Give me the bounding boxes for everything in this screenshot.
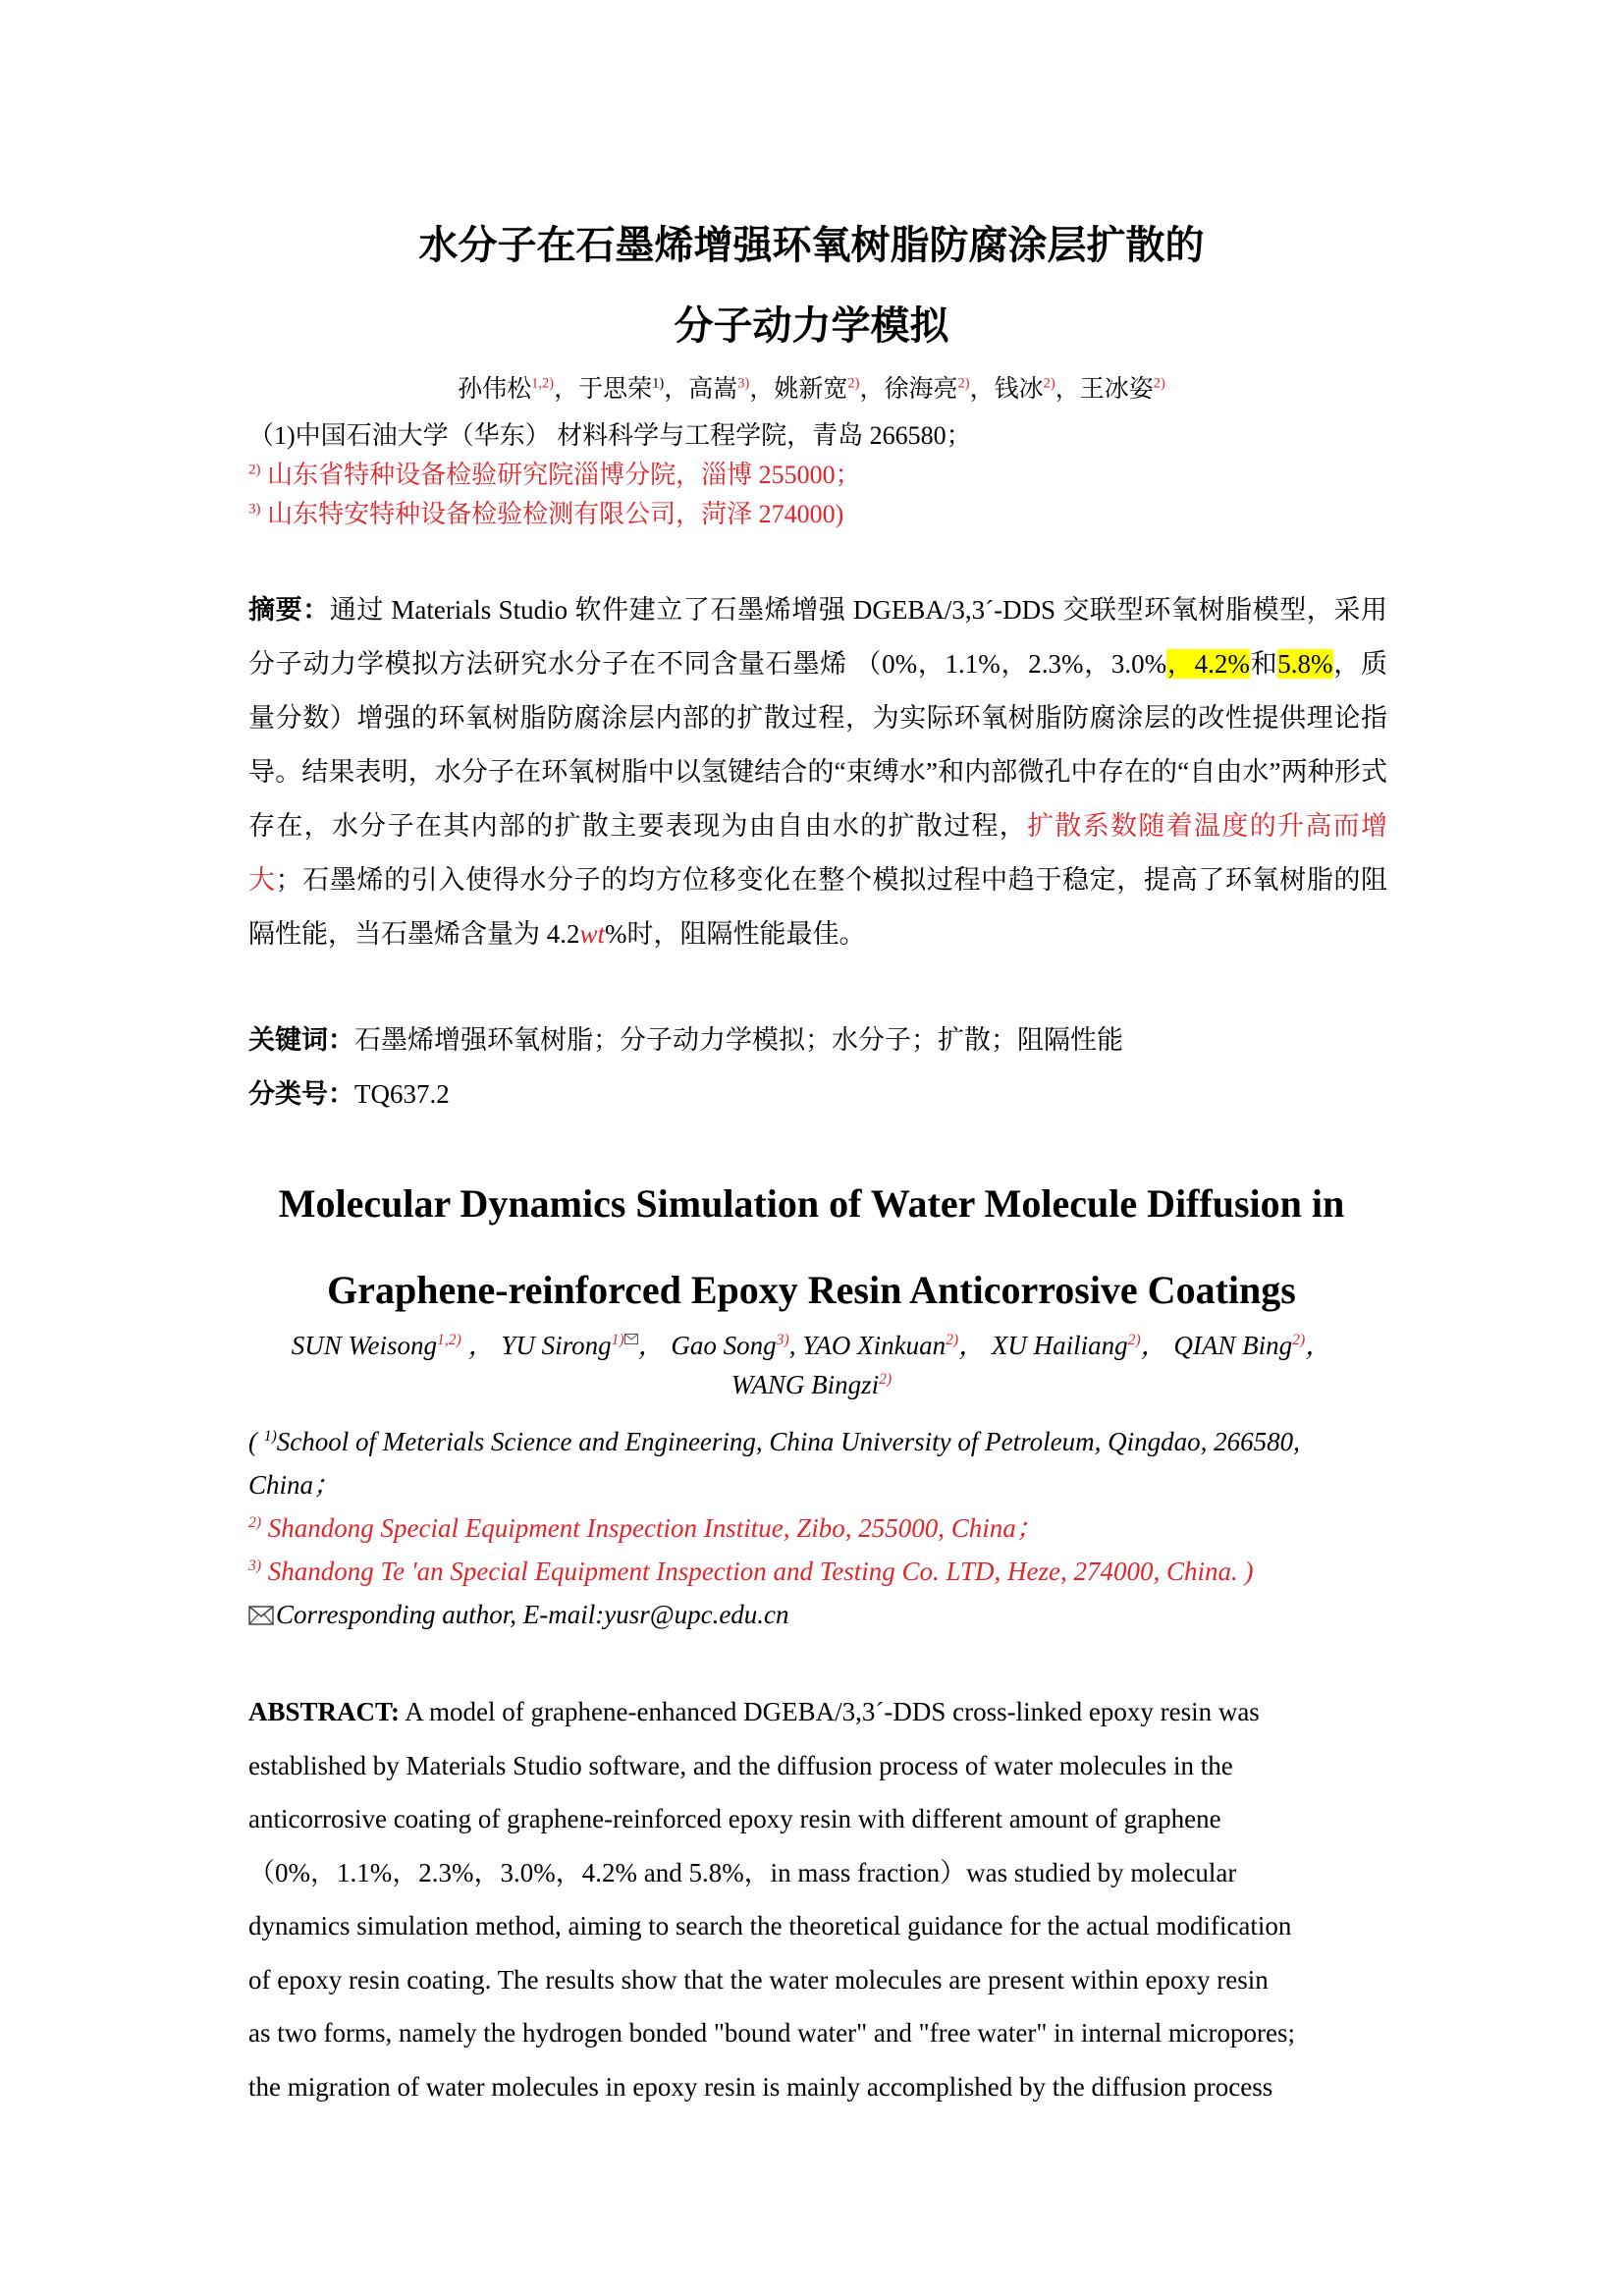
corresponding-author-text: Corresponding author, E-mail:yusr@upc.edu.cn [276,1600,789,1629]
en-author-affil: 2) [879,1371,893,1388]
cn-author-affil: 1,2) [531,375,555,392]
cn-author-affil: 2) [957,375,970,392]
en-affiliation-3 [248,1550,1387,1593]
en-author-name: QIAN Bing [1173,1331,1293,1360]
en-author-list [0,1326,1623,1404]
en-affiliation-1 [248,1420,1387,1463]
en-author-sep: ， [460,1331,502,1360]
en-author-affil: 1,2) [437,1332,461,1348]
en-author-sep: , [788,1331,803,1360]
en-author-name: XU Hailiang [991,1331,1128,1360]
cn-abstract-label: 摘要： [248,595,330,626]
keywords [248,1013,1387,1067]
cn-abstract-text-1: 通过 Materials Studio 软件建立了石墨烯增强 DGEBA/3,3´-DDS 交联型环氧树脂模型，采用分子动力学模拟方法研究水分子在不同含量石墨烯 （0%，1.1%，2.3%，3.0% [248,595,1387,679]
cn-author-name: 高嵩 [688,376,738,403]
cn-author-name: 孙伟松 [458,376,532,403]
en-abstract-line: established by Materials Studio software, and the diffusion process of water molecules in the [248,1750,1233,1780]
cn-affiliation-3-mark: 3) [248,501,261,518]
en-author-affil: 1) [611,1332,624,1348]
cn-abstract-text-5: %时，阻隔性能最佳。 [605,919,866,949]
en-author-sep: ， [958,1331,992,1360]
en-title-line1: Molecular Dynamics Simulation of Water Molecule Diffusion in [278,1181,1345,1226]
en-affiliations [248,1420,1387,1636]
cn-abstract-highlight-2: 5.8% [1277,649,1333,679]
en-affiliation-1-text: School of Meterials Science and Engineering, China University of Petroleum, Qingdao, 266580, [276,1427,1300,1456]
envelope-icon [624,1334,638,1344]
en-abstract-line [248,1685,1387,1739]
en-affiliation-3-mark: 3) [248,1558,262,1574]
cn-affiliation-3-text: 山东特安特种设备检验检测有限公司，菏泽 274000) [260,500,844,528]
en-abstract-line: of epoxy resin coating. The results show that the water molecules are present within epoxy resin [248,1964,1269,1995]
en-affiliation-3-text: Shandong Te 'an Special Equipment Inspection and Testing Co. LTD, Heze, 274000, China. ) [261,1557,1254,1586]
keywords-label: 关键词： [248,1025,354,1056]
cn-author-list [0,369,1623,405]
cn-affiliations [248,416,1387,534]
keywords-text: 石墨烯增强环氧树脂；分子动力学模拟；水分子；扩散；阻隔性能 [354,1025,1123,1055]
envelope-icon [248,1606,274,1625]
cn-affiliation-2 [248,456,1387,495]
cn-author-name: 徐海亮 [884,376,958,403]
en-author-sep: ， [1305,1331,1332,1360]
classification-text: TQ637.2 [354,1079,450,1109]
en-author-sep: ， [1140,1331,1174,1360]
cn-abstract-red-text: 扩散系数随着温度的升高而增大 [248,811,1388,895]
cn-abstract-text-2: 和 [1249,649,1278,679]
en-affiliation-1-mark: 1) [263,1428,277,1445]
en-author-affil: 3) [776,1332,789,1348]
cn-author-affil: 1) [652,375,665,392]
en-abstract-line-1-text: A model of graphene-enhanced DGEBA/3,3´-DDS cross-linked epoxy resin was [400,1697,1260,1726]
en-affiliation-1-cont: China； [248,1470,341,1500]
cn-author-name: 钱冰 [994,376,1044,403]
cn-author-name: 王冰姿 [1079,376,1154,403]
classification-label: 分类号： [248,1079,354,1110]
cn-author-sep: ， [969,376,995,403]
en-abstract-label: ABSTRACT: [248,1697,401,1726]
cn-affiliation-2-mark: 2) [248,462,261,478]
cn-author-sep: ， [749,376,775,403]
en-affiliation-2 [248,1506,1387,1550]
cn-author-name: 于思荣 [578,376,653,403]
cn-author-affil: 2) [847,375,860,392]
classification [248,1067,1387,1121]
en-author-name: YU Sirong [501,1331,612,1360]
en-author-affil: 2) [946,1332,959,1348]
en-abstract-line: dynamics simulation method, aiming to search the theoretical guidance for the actual modification [248,1911,1292,1941]
en-author-affil: 2) [1292,1332,1306,1348]
en-author-name: WANG Bingzi [730,1370,880,1399]
en-author-name: Gao Song [671,1331,777,1360]
cn-abstract-text-4: ；石墨烯的引入使得水分子的均方位移变化在整个模拟过程中趋于稳定，提高了环氧树脂的阻隔性能，当石墨烯含量为 4.2 [248,865,1388,949]
en-abstract-line: anticorrosive coating of graphene-reinforced epoxy resin with different amount of graphene [248,1804,1221,1833]
cn-title-line2: 分子动力学模拟 [674,303,949,349]
cn-abstract [248,583,1387,961]
en-affiliation-2-text: Shandong Special Equipment Inspection Institue, Zibo, 255000, China； [261,1513,1043,1543]
en-affiliation-open-paren: ( [248,1427,264,1456]
cn-author-affil: 2) [1043,375,1055,392]
cn-affiliation-1: （1)中国石油大学（华东） 材料科学与工程学院，青岛 266580； [248,421,972,450]
en-affiliation-2-mark: 2) [248,1514,262,1531]
en-title-line2: Graphene-reinforced Epoxy Resin Anticorrosive Coatings [327,1268,1296,1312]
en-abstract-line: （0%，1.1%，2.3%，3.0%，4.2% and 5.8%，in mass fraction）was studied by molecular [248,1857,1237,1887]
en-author-affil: 2) [1127,1332,1141,1348]
cn-author-sep: ， [1055,376,1080,403]
cn-author-sep: ， [859,376,885,403]
cn-author-affil: 2) [1153,375,1165,392]
en-author-name: YAO Xinkuan [802,1331,947,1360]
en-author-sep: ， [637,1331,672,1360]
en-abstract-line: as two forms, namely the hydrogen bonded "bound water" and "free water" in internal micropores; [248,2018,1296,2048]
cn-author-affil: 3) [737,375,750,392]
en-abstract [248,1685,1387,2113]
cn-affiliation-2-text: 山东省特种设备检验研究院淄博分院，淄博 255000； [260,461,861,489]
cn-author-sep: ， [664,376,689,403]
cn-title-line1: 水分子在石墨烯增强环氧树脂防腐涂层扩散的 [418,223,1205,268]
cn-author-sep: ， [554,376,579,403]
cn-author-name: 姚新宽 [774,376,848,403]
cn-abstract-text-3: ，质量分数）增强的环氧树脂防腐涂层内部的扩散过程，为实际环氧树脂防腐涂层的改性提供理论指导。结果表明，水分子在环氧树脂中以氢键结合的“束缚水”和内部微孔中存在的“自由水”两种形式存在，水分子在其内部的扩散主要表现为由自由水的扩散过程， [248,649,1387,841]
cn-abstract-wt: wt [579,919,606,949]
corresponding-author [248,1593,1387,1636]
en-author-name: SUN Weisong [291,1331,438,1360]
cn-affiliation-3 [248,495,1387,534]
en-abstract-line: the migration of water molecules in epoxy resin is mainly accomplished by the diffusion process [248,2071,1273,2102]
cn-abstract-highlight-1: ，4.2% [1166,649,1250,679]
